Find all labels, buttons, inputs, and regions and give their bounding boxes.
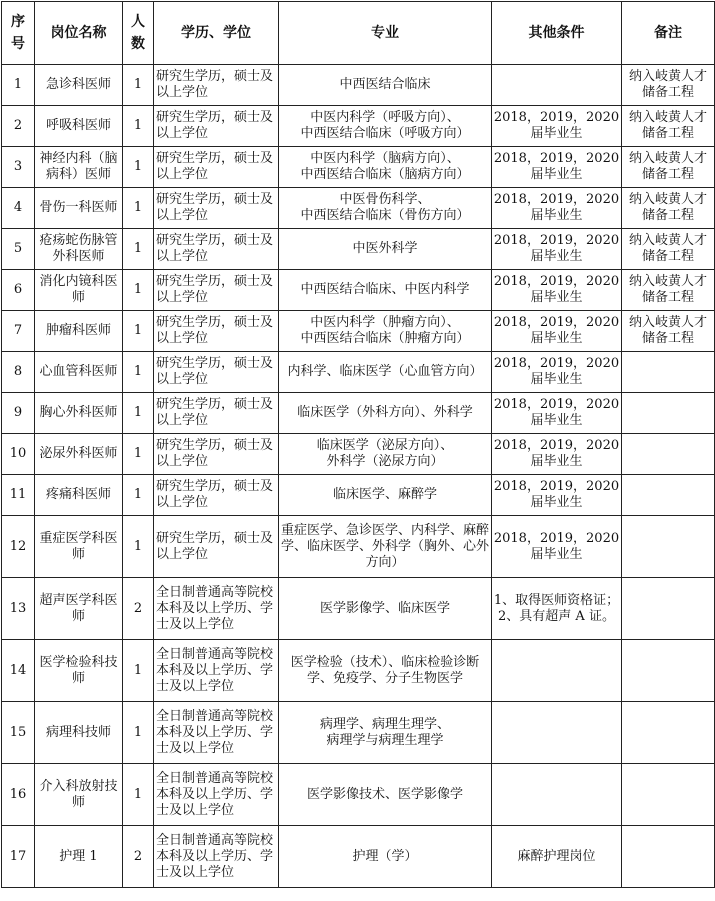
cell-position: 疼痛科医师: [35, 475, 123, 516]
table-row: [2, 65, 715, 106]
cell-seq: 1: [2, 65, 35, 106]
table-row: [2, 434, 715, 475]
cell-major: 中西医结合临床: [279, 65, 492, 106]
table-row: [2, 270, 715, 311]
cell-major: 护理（学）: [279, 826, 492, 888]
header-conditions: 其他条件: [492, 2, 622, 65]
table-row: [2, 578, 715, 640]
cell-seq: 17: [2, 826, 35, 888]
cell-major: 医学影像技术、医学影像学: [279, 764, 492, 826]
cell-seq: 10: [2, 434, 35, 475]
cell-position: 医学检验科技师: [35, 640, 123, 702]
cell-count: 1: [123, 270, 154, 311]
table-row: [2, 352, 715, 393]
cell-conditions: 2018，2019，2020 届毕业生: [492, 393, 622, 434]
cell-notes: 纳入岐黄人才储备工程: [622, 270, 715, 311]
cell-education: 全日制普通高等院校本科及以上学历、学士及以上学位: [154, 826, 279, 888]
cell-conditions: 2018，2019，2020 届毕业生: [492, 434, 622, 475]
cell-seq: 14: [2, 640, 35, 702]
cell-conditions: 麻醉护理岗位: [492, 826, 622, 888]
header-position: 岗位名称: [35, 2, 123, 65]
cell-notes: [622, 475, 715, 516]
cell-position: 胸心外科医师: [35, 393, 123, 434]
cell-count: 1: [123, 640, 154, 702]
cell-notes: 纳入岐黄人才储备工程: [622, 65, 715, 106]
header-seq: 序号: [2, 2, 35, 65]
cell-conditions: [492, 65, 622, 106]
cell-count: 1: [123, 393, 154, 434]
cell-position: 泌尿外科医师: [35, 434, 123, 475]
cell-position: 超声医学科医师: [35, 578, 123, 640]
cell-education: 研究生学历，硕士及以上学位: [154, 393, 279, 434]
cell-major: 临床医学（外科方向）、外科学: [279, 393, 492, 434]
cell-notes: [622, 764, 715, 826]
cell-major: 中西医结合临床、中医内科学: [279, 270, 492, 311]
table-row: [2, 147, 715, 188]
table-row: [2, 393, 715, 434]
cell-seq: 8: [2, 352, 35, 393]
cell-education: 研究生学历，硕士及以上学位: [154, 188, 279, 229]
cell-conditions: 2018，2019，2020 届毕业生: [492, 311, 622, 352]
cell-education: 研究生学历，硕士及以上学位: [154, 65, 279, 106]
cell-position: 骨伤一科医师: [35, 188, 123, 229]
recruitment-table: [1, 1, 715, 888]
header-major: 专业: [279, 2, 492, 65]
cell-seq: 7: [2, 311, 35, 352]
cell-notes: 纳入岐黄人才储备工程: [622, 106, 715, 147]
cell-seq: 15: [2, 702, 35, 764]
cell-notes: 纳入岐黄人才储备工程: [622, 147, 715, 188]
cell-education: 研究生学历，硕士及以上学位: [154, 311, 279, 352]
table-row: [2, 106, 715, 147]
cell-education: 全日制普通高等院校本科及以上学历、学士及以上学位: [154, 578, 279, 640]
cell-position: 肿瘤科医师: [35, 311, 123, 352]
cell-education: 研究生学历，硕士及以上学位: [154, 147, 279, 188]
table-row: [2, 516, 715, 578]
cell-seq: 12: [2, 516, 35, 578]
cell-seq: 4: [2, 188, 35, 229]
cell-seq: 16: [2, 764, 35, 826]
cell-position: 介入科放射技师: [35, 764, 123, 826]
cell-seq: 2: [2, 106, 35, 147]
cell-major: 临床医学、麻醉学: [279, 475, 492, 516]
cell-notes: [622, 434, 715, 475]
cell-notes: [622, 393, 715, 434]
cell-major: 临床医学（泌尿方向）、 外科学（泌尿方向）: [279, 434, 492, 475]
cell-conditions: 2018，2019，2020 届毕业生: [492, 147, 622, 188]
header-count: 人数: [123, 2, 154, 65]
cell-count: 1: [123, 188, 154, 229]
cell-count: 1: [123, 311, 154, 352]
cell-notes: 纳入岐黄人才储备工程: [622, 311, 715, 352]
cell-conditions: 2018，2019，2020 届毕业生: [492, 352, 622, 393]
cell-count: 1: [123, 352, 154, 393]
cell-count: 1: [123, 229, 154, 270]
cell-education: 研究生学历，硕士及以上学位: [154, 352, 279, 393]
cell-count: 1: [123, 147, 154, 188]
cell-conditions: [492, 640, 622, 702]
cell-count: 1: [123, 475, 154, 516]
cell-notes: [622, 352, 715, 393]
cell-education: 研究生学历，硕士及以上学位: [154, 475, 279, 516]
cell-notes: 纳入岐黄人才储备工程: [622, 229, 715, 270]
cell-count: 1: [123, 702, 154, 764]
cell-count: 1: [123, 764, 154, 826]
table-row: [2, 826, 715, 888]
cell-major: 医学影像学、临床医学: [279, 578, 492, 640]
cell-major: 中医内科学（呼吸方向）、 中西医结合临床（呼吸方向）: [279, 106, 492, 147]
cell-count: 1: [123, 106, 154, 147]
cell-count: 2: [123, 578, 154, 640]
cell-education: 全日制普通高等院校本科及以上学历、学士及以上学位: [154, 764, 279, 826]
cell-conditions: 2018，2019，2020 届毕业生: [492, 106, 622, 147]
cell-conditions: [492, 702, 622, 764]
cell-notes: [622, 640, 715, 702]
cell-seq: 6: [2, 270, 35, 311]
header-education: 学历、学位: [154, 2, 279, 65]
cell-conditions: 2018，2019，2020 届毕业生: [492, 270, 622, 311]
cell-position: 护理 1: [35, 826, 123, 888]
table-row: [2, 475, 715, 516]
cell-major: 医学检验（技术）、临床检验诊断学、免疫学、分子生物医学: [279, 640, 492, 702]
table-row: [2, 764, 715, 826]
cell-seq: 13: [2, 578, 35, 640]
cell-education: 研究生学历，硕士及以上学位: [154, 229, 279, 270]
table-row: [2, 229, 715, 270]
cell-count: 2: [123, 826, 154, 888]
cell-major: 中医外科学: [279, 229, 492, 270]
cell-notes: 纳入岐黄人才储备工程: [622, 188, 715, 229]
cell-conditions: 2018，2019，2020 届毕业生: [492, 475, 622, 516]
header-notes: 备注: [622, 2, 715, 65]
cell-education: 研究生学历，硕士及以上学位: [154, 106, 279, 147]
cell-position: 呼吸科医师: [35, 106, 123, 147]
cell-conditions: 1、取得医师资格证； 2、具有超声 A 证。: [492, 578, 622, 640]
cell-conditions: [492, 764, 622, 826]
table-row: [2, 188, 715, 229]
table-row: [2, 702, 715, 764]
cell-position: 病理科技师: [35, 702, 123, 764]
cell-notes: [622, 826, 715, 888]
table-row: [2, 640, 715, 702]
cell-seq: 9: [2, 393, 35, 434]
cell-position: 心血管科医师: [35, 352, 123, 393]
cell-position: 重症医学科医师: [35, 516, 123, 578]
cell-notes: [622, 702, 715, 764]
cell-count: 1: [123, 65, 154, 106]
cell-major: 内科学、临床医学（心血管方向）: [279, 352, 492, 393]
cell-education: 研究生学历，硕士及以上学位: [154, 270, 279, 311]
cell-major: 中医内科学（肿瘤方向）、 中西医结合临床（肿瘤方向）: [279, 311, 492, 352]
table-body: [2, 65, 715, 888]
cell-position: 消化内镜科医师: [35, 270, 123, 311]
cell-education: 全日制普通高等院校本科及以上学历、学士及以上学位: [154, 702, 279, 764]
cell-position: 急诊科医师: [35, 65, 123, 106]
cell-position: 疮疡蛇伤脉管外科医师: [35, 229, 123, 270]
cell-conditions: 2018，2019，2020 届毕业生: [492, 229, 622, 270]
cell-seq: 11: [2, 475, 35, 516]
cell-education: 全日制普通高等院校本科及以上学历、学士及以上学位: [154, 640, 279, 702]
cell-major: 病理学、病理生理学、 病理学与病理生理学: [279, 702, 492, 764]
cell-major: 中医内科学（脑病方向）、 中西医结合临床（脑病方向）: [279, 147, 492, 188]
cell-conditions: 2018，2019，2020 届毕业生: [492, 188, 622, 229]
cell-education: 研究生学历，硕士及以上学位: [154, 434, 279, 475]
cell-count: 1: [123, 434, 154, 475]
cell-seq: 5: [2, 229, 35, 270]
cell-conditions: 2018，2019，2020 届毕业生: [492, 516, 622, 578]
cell-major: 重症医学、急诊医学、内科学、麻醉学、临床医学、外科学（胸外、心外方向）: [279, 516, 492, 578]
header-row: [2, 2, 715, 65]
cell-education: 研究生学历，硕士及以上学位: [154, 516, 279, 578]
cell-major: 中医骨伤科学、 中西医结合临床（骨伤方向）: [279, 188, 492, 229]
cell-notes: [622, 578, 715, 640]
table-row: [2, 311, 715, 352]
cell-seq: 3: [2, 147, 35, 188]
cell-count: 1: [123, 516, 154, 578]
cell-notes: [622, 516, 715, 578]
cell-position: 神经内科（脑病科）医师: [35, 147, 123, 188]
